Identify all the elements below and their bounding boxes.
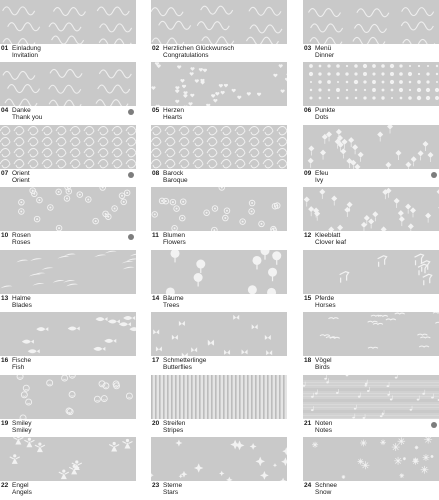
- pattern-tile-notes[interactable]: [303, 375, 439, 437]
- tile-number: 07: [1, 170, 9, 177]
- pattern-tile-butterflies[interactable]: [151, 312, 287, 374]
- tile-label-english: Flowers: [163, 239, 186, 246]
- pattern-swatch: [151, 250, 287, 294]
- pattern-tile-fish[interactable]: [0, 312, 136, 374]
- pattern-swatch: [151, 125, 287, 169]
- pattern-tile-script-dinner[interactable]: [303, 0, 439, 62]
- tile-label-english: Stars: [163, 489, 179, 496]
- pattern-swatch: [151, 375, 287, 419]
- pattern-orient-graphic: [0, 125, 136, 169]
- pattern-swatch: [303, 0, 439, 44]
- tile-label-german: Menü: [315, 45, 332, 52]
- tile-label-german: Danke: [12, 107, 31, 114]
- pattern-script-invitation-graphic: [0, 0, 136, 44]
- tile-number: 21: [304, 420, 312, 427]
- tile-number: 08: [152, 170, 160, 177]
- tile-label-english: Horses: [315, 302, 336, 309]
- pattern-tile-script-congrats[interactable]: [151, 0, 287, 62]
- tile-label-english: Blades: [12, 302, 32, 309]
- tile-label-english: Invitation: [12, 52, 39, 59]
- pattern-swatch: [303, 437, 439, 481]
- pattern-swatch: [303, 312, 439, 356]
- pattern-script-dinner-graphic: [303, 0, 439, 44]
- tile-label-english: Butterflies: [163, 364, 192, 371]
- pattern-swatch: [303, 125, 439, 169]
- tile-label-english: Thank you: [12, 114, 43, 121]
- tile-label-german: Bäume: [163, 295, 184, 302]
- pattern-swatch: [0, 312, 136, 356]
- tile-number: 03: [304, 45, 312, 52]
- pattern-swatch: [303, 375, 439, 419]
- pattern-tile-script-thanks[interactable]: [0, 62, 136, 124]
- pattern-horses-graphic: [303, 250, 439, 294]
- tile-number: 16: [1, 357, 9, 364]
- pattern-swatch: [151, 437, 287, 481]
- tile-number: 14: [152, 295, 160, 302]
- pattern-hearts-graphic: [151, 62, 287, 106]
- tile-number: 22: [1, 482, 9, 489]
- tile-number: 05: [152, 107, 160, 114]
- tile-label-german: Vögel: [315, 357, 332, 364]
- tile-label-german: Orient: [12, 170, 30, 177]
- tile-label-english: Stripes: [163, 427, 184, 434]
- pattern-swatch: [0, 125, 136, 169]
- tile-number: 15: [304, 295, 312, 302]
- pattern-smiley-graphic: [0, 375, 136, 419]
- pattern-script-thanks-graphic: [0, 62, 136, 106]
- marker-dot-icon: [128, 234, 134, 240]
- pattern-swatch: [0, 437, 136, 481]
- pattern-tile-clover[interactable]: [303, 187, 439, 249]
- tile-number: 11: [152, 232, 159, 239]
- pattern-swatch: [0, 62, 136, 106]
- tile-number: 09: [304, 170, 312, 177]
- pattern-swatch: [303, 62, 439, 106]
- tile-label-english: Baroque: [163, 177, 188, 184]
- tile-number: 13: [1, 295, 9, 302]
- pattern-tile-ivy[interactable]: [303, 125, 439, 187]
- pattern-tile-script-invitation[interactable]: [0, 0, 136, 62]
- tile-label-english: Hearts: [163, 114, 183, 121]
- tile-label-german: Fische: [12, 357, 32, 364]
- tile-label-english: Roses: [12, 239, 31, 246]
- marker-dot-icon: [431, 422, 437, 428]
- tile-label-german: Streifen: [163, 420, 186, 427]
- tile-label-english: Smiley: [12, 427, 32, 434]
- pattern-tile-orient[interactable]: [0, 125, 136, 187]
- tile-label-english: Fish: [12, 364, 25, 371]
- tile-label-german: Engel: [12, 482, 29, 489]
- tile-number: 24: [304, 482, 312, 489]
- tile-number: 19: [1, 420, 9, 427]
- tile-label-english: Dinner: [315, 52, 335, 59]
- tile-label-english: Birds: [315, 364, 330, 371]
- pattern-tile-birds[interactable]: [303, 312, 439, 374]
- tile-label-english: Orient: [12, 177, 30, 184]
- pattern-stripes-graphic: [151, 375, 287, 419]
- tile-label-german: Pferde: [315, 295, 335, 302]
- tile-label-english: Ivy: [315, 177, 324, 184]
- tile-label-german: Schnee: [315, 482, 338, 489]
- tile-number: 01: [1, 45, 9, 52]
- pattern-snow-graphic: [303, 437, 439, 481]
- pattern-swatch: [303, 187, 439, 231]
- pattern-tile-stripes[interactable]: [151, 375, 287, 437]
- tile-number: 04: [1, 107, 9, 114]
- pattern-baroque-graphic: [151, 125, 287, 169]
- tile-number: 12: [304, 232, 312, 239]
- tile-label-english: Angels: [12, 489, 32, 496]
- pattern-notes-graphic: [303, 375, 439, 419]
- tile-label-english: Dots: [315, 114, 329, 121]
- pattern-butterflies-graphic: [151, 312, 287, 356]
- pattern-tile-blades[interactable]: [0, 250, 136, 312]
- tile-label-german: Schmetterlinge: [163, 357, 207, 364]
- tile-label-english: Clover leaf: [315, 239, 347, 246]
- pattern-swatch: [303, 250, 439, 294]
- pattern-swatch: [0, 250, 136, 294]
- tile-label-german: Blumen: [163, 232, 186, 239]
- pattern-stars-graphic: [151, 437, 287, 481]
- marker-dot-icon: [128, 109, 134, 115]
- pattern-dots-graphic: [303, 62, 439, 106]
- pattern-swatch: [0, 375, 136, 419]
- pattern-flowers-graphic: [151, 187, 287, 231]
- pattern-tile-hearts[interactable]: [151, 62, 287, 124]
- pattern-swatch: [151, 62, 287, 106]
- pattern-tile-trees[interactable]: [151, 250, 287, 312]
- tile-label-german: Smiley: [12, 420, 32, 427]
- tile-label-german: Einladung: [12, 45, 41, 52]
- pattern-blades-graphic: [0, 250, 136, 294]
- pattern-swatch: [151, 312, 287, 356]
- tile-label-english: Notes: [315, 427, 332, 434]
- marker-dot-icon: [128, 172, 134, 178]
- pattern-tile-stars[interactable]: [151, 437, 287, 499]
- pattern-swatch: [151, 187, 287, 231]
- pattern-tile-horses[interactable]: [303, 250, 439, 312]
- pattern-swatch: [151, 0, 287, 44]
- pattern-tile-smiley[interactable]: [0, 375, 136, 437]
- tile-number: 18: [304, 357, 312, 364]
- pattern-tile-flowers[interactable]: [151, 187, 287, 249]
- tile-label-german: Punkte: [315, 107, 336, 114]
- pattern-ivy-graphic: [303, 125, 439, 169]
- tile-number: 02: [152, 45, 160, 52]
- pattern-tile-baroque[interactable]: [151, 125, 287, 187]
- tile-label-english: Snow: [315, 489, 332, 496]
- pattern-birds-graphic: [303, 312, 439, 356]
- pattern-tile-snow[interactable]: [303, 437, 439, 499]
- tile-label-german: Herzen: [163, 107, 184, 114]
- pattern-clover-graphic: [303, 187, 439, 231]
- tile-number: 10: [1, 232, 9, 239]
- tile-number: 06: [304, 107, 312, 114]
- tile-label-german: Sterne: [163, 482, 183, 489]
- pattern-swatch: [0, 0, 136, 44]
- pattern-swatch: [0, 187, 136, 231]
- tile-label-german: Efeu: [315, 170, 329, 177]
- pattern-tile-dots[interactable]: [303, 62, 439, 124]
- marker-dot-icon: [431, 172, 437, 178]
- tile-label-english: Trees: [163, 302, 180, 309]
- pattern-trees-graphic: [151, 250, 287, 294]
- tile-label-german: Rosen: [12, 232, 31, 239]
- pattern-tile-roses[interactable]: [0, 187, 136, 249]
- pattern-angels-graphic: [0, 437, 136, 481]
- tile-label-german: Herzlichen Glückwunsch: [163, 45, 235, 52]
- tile-label-german: Halme: [12, 295, 31, 302]
- tile-label-german: Barock: [163, 170, 184, 177]
- tile-label-english: Congratulations: [163, 52, 209, 59]
- pattern-script-congrats-graphic: [151, 0, 287, 44]
- pattern-fish-graphic: [0, 312, 136, 356]
- tile-number: 17: [152, 357, 160, 364]
- tile-label-german: Noten: [315, 420, 333, 427]
- tile-number: 23: [152, 482, 160, 489]
- tile-label-german: Kleeblatt: [315, 232, 341, 239]
- pattern-tile-angels[interactable]: [0, 437, 136, 499]
- pattern-roses-graphic: [0, 187, 136, 231]
- tile-number: 20: [152, 420, 160, 427]
